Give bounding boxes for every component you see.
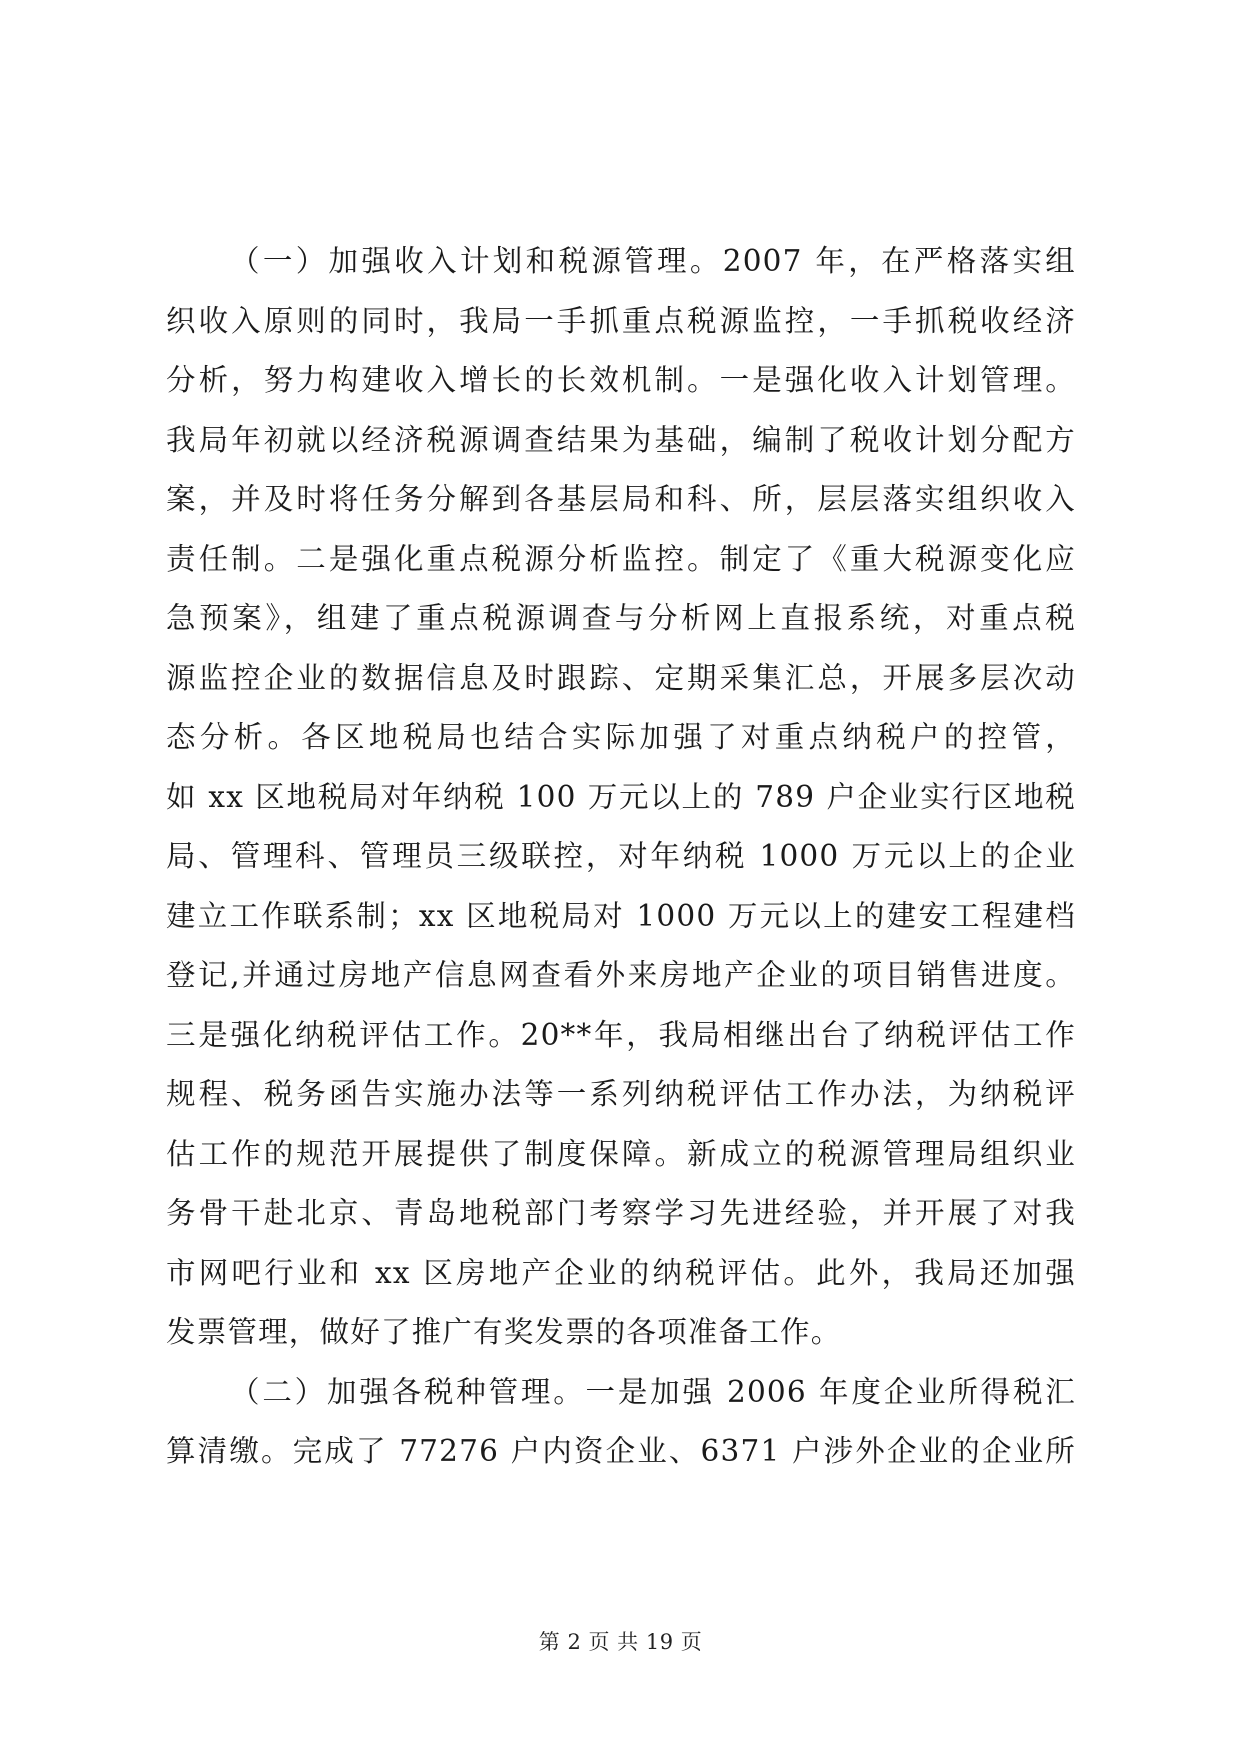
text-line: 案，并及时将任务分解到各基层局和科、所，层层落实组织收入 xyxy=(166,482,1076,516)
text-line: 规程、税务函告实施办法等一系列纳税评估工作办法，为纳税评 xyxy=(166,1077,1076,1111)
text-line: 建立工作联系制；xx 区地税局对 1000 万元以上的建安工程建档 xyxy=(166,898,1076,933)
text-line: 织收入原则的同时，我局一手抓重点税源监控，一手抓税收经济 xyxy=(166,303,1076,338)
text-line: 源监控企业的数据信息及时跟踪、定期采集汇总，开展多层次动 xyxy=(166,660,1076,695)
text-line: 市网吧行业和 xx 区房地产企业的纳税评估。此外，我局还加强 xyxy=(166,1255,1076,1290)
text-line: （一）加强收入计划和税源管理。2007 年，在严格落实组 xyxy=(230,244,1076,278)
text-line: 局、管理科、管理员三级联控，对年纳税 1000 万元以上的企业 xyxy=(166,839,1076,873)
text-line: 发票管理，做好了推广有奖发票的各项准备工作。 xyxy=(166,1315,842,1349)
page-number-footer: 第 2 页 共 19 页 xyxy=(538,1630,703,1654)
text-line: 算清缴。完成了 77276 户内资企业、6371 户涉外企业的企业所 xyxy=(166,1434,1076,1468)
text-line: 责任制。二是强化重点税源分析监控。制定了《重大税源变化应 xyxy=(166,541,1076,576)
text-line: 务骨干赴北京、青岛地税部门考察学习先进经验，并开展了对我 xyxy=(166,1196,1076,1230)
text-line: 如 xx 区地税局对年纳税 100 万元以上的 789 户企业实行区地税 xyxy=(166,779,1076,814)
document-body xyxy=(166,232,1076,1482)
text-line: 估工作的规范开展提供了制度保障。新成立的税源管理局组织业 xyxy=(166,1136,1076,1171)
text-line: 态分析。各区地税局也结合实际加强了对重点纳税户的控管， xyxy=(166,720,1076,754)
text-line: 三是强化纳税评估工作。20**年，我局相继出台了纳税评估工作 xyxy=(166,1017,1076,1052)
text-line: （二）加强各税种管理。一是加强 2006 年度企业所得税汇 xyxy=(230,1374,1076,1409)
text-line: 登记,并通过房地产信息网查看外来房地产企业的项目销售进度。 xyxy=(166,958,1076,992)
text-line: 急预案》，组建了重点税源调查与分析网上直报系统，对重点税 xyxy=(166,601,1076,635)
text-line: 我局年初就以经济税源调查结果为基础，编制了税收计划分配方 xyxy=(166,422,1076,457)
text-line: 分析，努力构建收入增长的长效机制。一是强化收入计划管理。 xyxy=(166,363,1076,397)
